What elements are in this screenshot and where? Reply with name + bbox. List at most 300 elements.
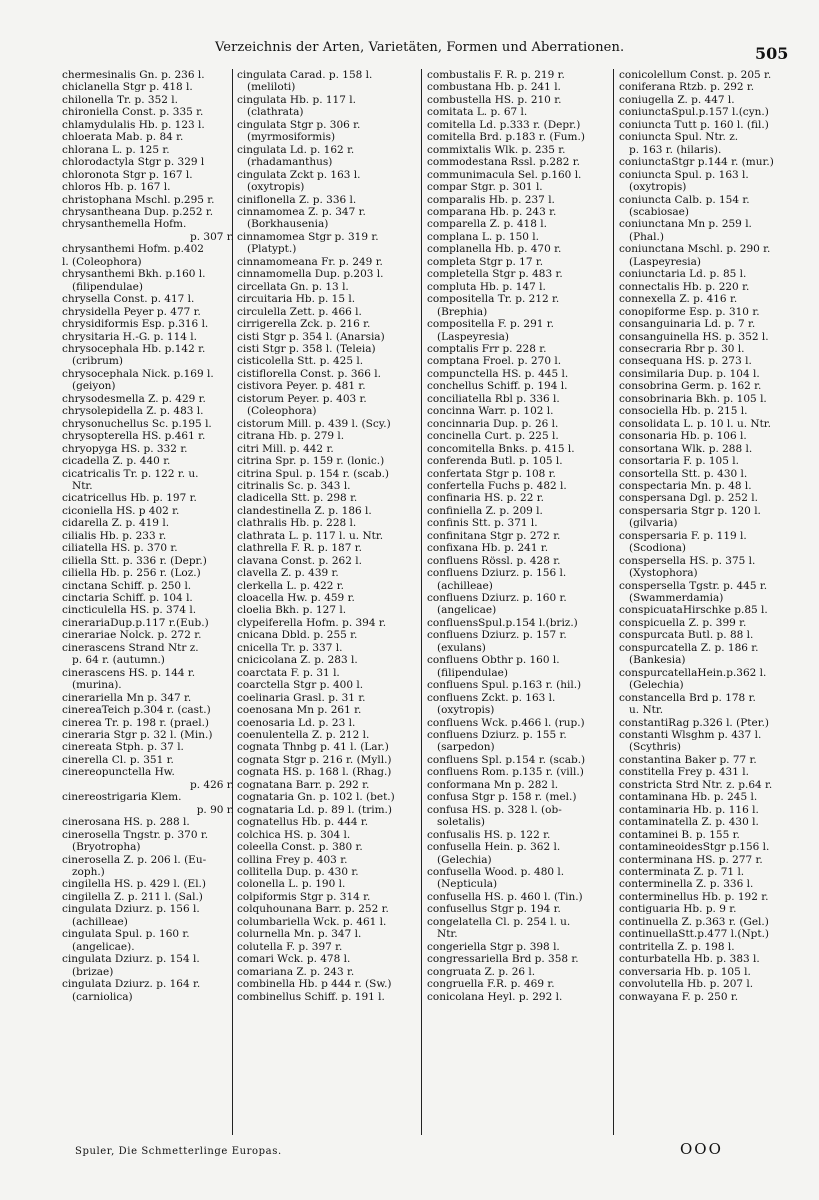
index-entry: (scabiosae) — [629, 205, 689, 218]
index-entry: colonella L. p. 190 l. — [237, 878, 346, 891]
index-entry: colquhounana Barr. p. 252 r. — [237, 903, 389, 916]
index-entry: conwayana F. p. 250 r. — [619, 990, 739, 1003]
index-entry: concinnaria Dup. p. 26 l. — [427, 417, 559, 430]
index-entry: clavella Z. p. 439 r. — [237, 567, 339, 580]
index-entry: confluens Wck. p.466 l. (rup.) — [427, 716, 585, 729]
index-entry: convolutella Hb. p. 207 l. — [619, 978, 754, 991]
index-entry: chrysitaria H.-G. p. 114 l. — [62, 330, 197, 343]
index-entry: cnicana Dbld. p. 255 r. — [237, 629, 358, 642]
index-entry: confusa Stgr p. 158 r. (mel.) — [427, 791, 577, 804]
index-entry: (angelicae) — [437, 604, 497, 617]
index-entry: cinerella Cl. p. 351 r. — [62, 753, 174, 766]
index-entry: p. 90 r. — [196, 803, 234, 816]
index-entry: coniuncta Tutt p. 160 l. (fil.) — [619, 118, 769, 131]
index-entry: conspersaria Stgr p. 120 l. — [619, 504, 761, 517]
index-entry: chryopyga HS. p. 332 r. — [62, 442, 188, 455]
index-entry: cilialis Hb. p. 233 r. — [62, 529, 167, 542]
index-entry: coenosana Mn p. 261 r. — [237, 704, 362, 717]
index-entry: commodestana Rssl. p.282 r. — [427, 156, 580, 169]
column-rule — [421, 69, 422, 1135]
index-entry: consecraria Rbr p. 30 l. — [619, 342, 745, 355]
index-entry: chrysidiformis Esp. p.316 l. — [62, 318, 209, 331]
index-entry: (Coleophora) — [247, 405, 317, 418]
index-entry: (Laspeyresia) — [437, 330, 509, 343]
index-entry: complanella Hb. p. 470 r. — [427, 243, 562, 256]
index-entry: conspurcatella Z. p. 186 r. — [619, 641, 759, 654]
index-entry: consanguinaria Ld. p. 7 r. — [619, 318, 756, 331]
index-entry: (achilleae) — [72, 915, 128, 928]
index-entry: contaminana Hb. p. 245 l. — [619, 791, 758, 804]
index-entry: cognataria Ld. p. 89 l. (trim.) — [237, 803, 392, 816]
index-entry: compositella F. p. 291 r. — [427, 318, 554, 331]
page-number: 505 — [755, 44, 789, 63]
index-entry: confluens Spul. p.163 r. (hil.) — [427, 679, 582, 692]
index-entry: confluens Rom. p.135 r. (vill.) — [427, 766, 584, 779]
index-entry: cingilella Z. p. 211 l. (Sal.) — [62, 890, 203, 903]
index-entry: citrina Spr. p. 159 r. (lonic.) — [237, 455, 385, 468]
index-entry: congeriella Stgr p. 398 l. — [427, 940, 560, 953]
index-entry: conturbatella Hb. p. 383 l. — [619, 953, 760, 966]
index-entry: chrysolepidella Z. p. 483 l. — [62, 405, 204, 418]
index-entry: l. (Coleophora) — [62, 255, 142, 268]
index-entry: cistiflorella Const. p. 366 l. — [237, 367, 381, 380]
index-entry: compluta Hb. p. 147 l. — [427, 280, 546, 293]
index-entry: consimilaria Dup. p. 104 l. — [619, 367, 760, 380]
index-entry: constitella Frey p. 431 l. — [619, 766, 749, 779]
index-entry: cinerea Tr. p. 198 r. (prael.) — [62, 716, 210, 729]
index-entry: ciliella Hb. p. 256 r. (Loz.) — [62, 567, 201, 580]
index-entry: conicolana Heyl. p. 292 l. — [427, 990, 563, 1003]
index-entry: cicatricalis Tr. p. 122 r. u. — [62, 467, 199, 480]
index-entry: coniuncta Spul. p. 163 l. — [619, 168, 749, 181]
index-entry: confusella Hein. p. 362 l. — [427, 841, 561, 854]
index-entry: cingulata Stgr p. 306 r. — [237, 118, 361, 131]
index-entry: chlorodactyla Stgr p. 329 l — [62, 156, 205, 169]
index-entry: (angelicae). — [72, 940, 135, 953]
index-entry: conicolellum Const. p. 205 r. — [619, 69, 772, 81]
index-entry: confusa HS. p. 328 l. (ob- — [427, 803, 562, 816]
index-entry: coniferana Rtzb. p. 292 r. — [619, 81, 755, 94]
index-entry: colpiformis Stgr p. 314 r. — [237, 890, 371, 903]
index-entry: cingulata Dziurz. p. 156 l. — [62, 903, 200, 916]
index-entry: (Xystophora) — [629, 567, 698, 580]
index-entry: circellata Gn. p. 13 l. — [237, 280, 349, 293]
index-entry: chrysella Const. p. 417 l. — [62, 293, 195, 306]
index-entry: cicatricellus Hb. p. 197 r. — [62, 492, 197, 505]
index-entry: (Swammerdamia) — [629, 592, 724, 605]
index-entry: clathrata L. p. 117 l. u. Ntr. — [237, 529, 384, 542]
index-entry: combustalis F. R. p. 219 r. — [427, 69, 565, 81]
index-entry: comparella Z. p. 418 l. — [427, 218, 547, 231]
index-entry: conterminata Z. p. 71 l. — [619, 866, 745, 878]
index-entry: (sarpedon) — [437, 741, 495, 754]
index-entry: concinella Curt. p. 225 l. — [427, 430, 559, 443]
index-entry: (Gelechia) — [629, 679, 684, 692]
index-entry: cincticulella HS. p. 374 l. — [62, 604, 197, 617]
index-entry: conterminella Z. p. 336 l. — [619, 878, 754, 891]
index-entry: completa Stgr p. 17 r. — [427, 255, 544, 268]
index-entry: (carniolica) — [72, 990, 133, 1003]
index-entry: clandestinella Z. p. 186 l. — [237, 504, 372, 517]
index-entry: cingulata Spul. p. 160 r. — [62, 928, 190, 941]
index-entry: confusella Wood. p. 480 l. — [427, 866, 565, 878]
index-entry: cineraria Stgr p. 32 l. (Min.) — [62, 729, 213, 742]
index-entry: coleella Const. p. 380 r. — [237, 841, 363, 854]
index-entry: cingilella HS. p. 429 l. (El.) — [62, 878, 206, 891]
publication-footer: Spuler, Die Schmetterlinge Europas. — [75, 1146, 282, 1157]
index-entry: citri Mill. p. 442 r. — [237, 442, 334, 455]
index-entry: constricta Strd Ntr. z. p.64 r. — [619, 778, 773, 791]
index-entry: (Borkhausenia) — [247, 218, 329, 231]
running-header: Verzeichnis der Arten, Varietäten, Formen und Aberrationen. — [215, 40, 625, 55]
index-entry: cognata Thnbg p. 41 l. (Lar.) — [237, 741, 389, 754]
index-entry: combustana Hb. p. 241 l. — [427, 81, 561, 94]
index-entry: (exulans) — [437, 641, 486, 654]
index-entry: cognata HS. p. 168 l. (Rhag.) — [237, 766, 392, 779]
index-entry: coniunctana Mschl. p. 290 r. — [619, 243, 771, 256]
index-entry: compunctella HS. p. 445 l. — [427, 367, 569, 380]
index-entry: cinnamomea Stgr p. 319 r. — [237, 230, 379, 243]
index-entry: chrysocephala Nick. p.169 l. — [62, 367, 214, 380]
column-rule — [613, 69, 614, 1135]
index-entry: cinctaria Schiff. p. 104 l. — [62, 592, 193, 605]
index-entry: confluens Dziurz. p. 160 r. — [427, 592, 567, 605]
index-entry: coniunctaSpul.p.157 l.(cyn.) — [619, 106, 769, 119]
index-entry: confluens Zckt. p. 163 l. — [427, 691, 556, 704]
index-entry: (brizae) — [72, 965, 114, 978]
index-entry: contritella Z. p. 198 l. — [619, 940, 735, 953]
index-entry: (Scythris) — [629, 741, 681, 754]
index-entry: connectalis Hb. p. 220 r. — [619, 280, 750, 293]
index-entry: constantiRag p.326 l. (Pter.) — [619, 716, 770, 729]
index-entry: chrysanthemi Hofm. p.402 — [62, 243, 204, 256]
index-entry: chrysanthemi Bkh. p.160 l. — [62, 268, 206, 281]
index-entry: (Nepticula) — [437, 878, 498, 891]
index-entry: contiguaria Hb. p. 9 r. — [619, 903, 737, 916]
index-entry: cinerariella Mn p. 347 r. — [62, 691, 192, 704]
index-entry: conopiforme Esp. p. 310 r. — [619, 305, 760, 318]
index-entry: chloronota Stgr p. 167 l. — [62, 168, 193, 181]
index-entry: complana L. p. 150 l. — [427, 230, 539, 243]
index-entry: chiclanella Stgr p. 418 l. — [62, 81, 193, 94]
index-entry: chrysantheana Dup. p.252 r. — [62, 205, 214, 218]
index-entry: coniunctaria Ld. p. 85 l. — [619, 268, 747, 281]
index-entry: conformana Mn p. 282 l. — [427, 778, 559, 791]
index-entry: cinnamomella Dup. p.203 l. — [237, 268, 384, 281]
index-entry: chrysopterella HS. p.461 r. — [62, 430, 206, 443]
index-entry: coenosaria Ld. p. 23 l. — [237, 716, 356, 729]
index-entry: conversaria Hb. p. 105 l. — [619, 965, 751, 978]
index-entry: (cribrum) — [72, 355, 123, 368]
index-entry: contamineoidesStgr p.156 l. — [619, 841, 770, 854]
index-entry: communimacula Sel. p.160 l. — [427, 168, 582, 181]
index-entry: (clathrata) — [247, 106, 304, 119]
index-entry: chrysanthemella Hofm. — [62, 218, 187, 231]
index-entry: cinereostrigaria Klem. — [62, 791, 182, 804]
index-entry: conciliatella Rbl p. 336 l. — [427, 392, 560, 405]
index-entry: comparana Hb. p. 243 r. — [427, 205, 557, 218]
index-entry: cistivora Peyer. p. 481 r. — [237, 380, 366, 393]
index-entry: combinella Hb. p 444 r. (Sw.) — [237, 978, 392, 991]
index-entry: conspurcatellaHein.p.362 l. — [619, 666, 767, 679]
index-entry: compositella Tr. p. 212 r. — [427, 293, 560, 306]
index-entry: cinerosella Tngstr. p. 370 r. — [62, 828, 209, 841]
index-entry: coniuncta Calb. p. 154 r. — [619, 193, 750, 206]
index-entry: (rhadamanthus) — [247, 156, 333, 169]
index-entry: cloelia Bkh. p. 127 l. — [237, 604, 347, 617]
index-entry: contaminatella Z. p. 430 l. — [619, 816, 759, 829]
index-entry: conferenda Butl. p. 105 l. — [427, 455, 563, 468]
index-entry: chlamydulalis Hb. p. 123 l. — [62, 118, 205, 131]
index-entry: chloros Hb. p. 167 l. — [62, 181, 171, 194]
index-entry: (gilvaria) — [629, 517, 678, 530]
index-entry: cladicella Stt. p. 298 r. — [237, 492, 358, 505]
index-entry: cingulata Hb. p. 117 l. — [237, 93, 356, 106]
index-entry: constancella Brd p. 178 r. — [619, 691, 756, 704]
index-entry: combustella HS. p. 210 r. — [427, 93, 562, 106]
index-entry: cingulata Zckt p. 163 l. — [237, 168, 361, 181]
index-entry: (Scodiona) — [629, 542, 687, 555]
index-entry: combinellus Schiff. p. 191 l. — [237, 990, 385, 1003]
index-entry: cirrigerella Zck. p. 216 r. — [237, 318, 371, 331]
index-entry: cinerariae Nolck. p. 272 r. — [62, 629, 202, 642]
index-entry: conterminellus Hb. p. 192 r. — [619, 890, 769, 903]
index-entry: chironiella Const. p. 335 r. — [62, 106, 204, 119]
index-entry: cisticolella Stt. p. 425 l. — [237, 355, 364, 368]
index-entry: cingulata Ld. p. 162 r. — [237, 143, 355, 156]
index-entry: confluens Dziurz. p. 157 r. — [427, 629, 567, 642]
index-entry: comitella Brd. p.183 r. (Fum.) — [427, 131, 585, 144]
index-entry: confusalis HS. p. 122 r. — [427, 828, 551, 841]
index-entry: coenulentella Z. p. 212 l. — [237, 729, 370, 742]
index-entry: comitata L. p. 67 l. — [427, 106, 528, 119]
index-entry: cisti Stgr p. 358 l. (Teleia) — [237, 342, 376, 355]
index-entry: conspersana Dgl. p. 252 l. — [619, 492, 758, 505]
index-entry: ciliatella HS. p. 370 r. — [62, 542, 178, 555]
index-entry: conchellus Schiff. p. 194 l. — [427, 380, 568, 393]
index-entry: consortella Stt. p. 430 l. — [619, 467, 748, 480]
index-entry: comptalis Frr p. 228 r. — [427, 342, 547, 355]
index-entry: commixtalis Wlk. p. 235 r. — [427, 143, 566, 156]
index-entry: collitella Dup. p. 430 r. — [237, 866, 359, 878]
index-entry: (Gelechia) — [437, 853, 492, 866]
index-entry: (geiyon) — [72, 380, 116, 393]
index-entry: consobrinaria Bkh. p. 105 l. — [619, 392, 767, 405]
index-entry: (Bryotropha) — [72, 841, 141, 854]
index-entry: (Laspeyresia) — [629, 255, 701, 268]
index-entry: consanguinella HS. p. 352 l. — [619, 330, 769, 343]
index-entry: confluens Obthr p. 160 l. — [427, 654, 560, 667]
index-entry: (oxytropis) — [437, 704, 495, 717]
index-entry: confertata Stgr p. 108 r. — [427, 467, 556, 480]
index-entry: constantina Baker p. 77 r. — [619, 753, 757, 766]
index-entry: conterminana HS. p. 277 r. — [619, 853, 763, 866]
index-entry: confluens Dziurz. p. 156 l. — [427, 567, 567, 580]
index-entry: cognata Stgr p. 216 r. (Myll.) — [237, 753, 392, 766]
index-entry: conspicuella Z. p. 399 r. — [619, 616, 747, 629]
index-entry: clerkella L. p. 422 r. — [237, 579, 344, 592]
index-entry: cinerascens Strand Ntr z. — [62, 641, 199, 654]
index-entry: (oxytropis) — [247, 181, 305, 194]
signature-mark: OOO — [680, 1140, 723, 1158]
index-entry: chrysodesmella Z. p. 429 r. — [62, 392, 206, 405]
index-entry: cnicicolana Z. p. 283 l. — [237, 654, 358, 667]
index-entry: cisti Stgr p. 354 l. (Anarsia) — [237, 330, 385, 343]
index-entry: (myrmosiformis) — [247, 131, 336, 144]
index-entry: citrina Spul. p. 154 r. (scab.) — [237, 467, 390, 480]
index-entry: cistorum Mill. p. 439 l. (Scy.) — [237, 417, 391, 430]
index-entry: contaminei B. p. 155 r. — [619, 828, 740, 841]
index-entry: clathrella F. R. p. 187 r. — [237, 542, 362, 555]
index-entry: (oxytropis) — [629, 181, 687, 194]
index-entry: cingulata Dziurz. p. 164 r. — [62, 978, 201, 991]
index-entry: (achilleae) — [437, 579, 493, 592]
index-column-4 — [619, 69, 797, 1003]
index-entry: ciconiella HS. p 402 r. — [62, 504, 180, 517]
index-entry: chrysocephala Hb. p.142 r. — [62, 342, 206, 355]
index-entry: confusella HS. p. 460 l. (Tin.) — [427, 890, 583, 903]
index-entry: constanti Wlsghm p. 437 l. — [619, 729, 762, 742]
index-entry: conspersaria F. p. 119 l. — [619, 529, 747, 542]
index-entry: cistorum Peyer. p. 403 r. — [237, 392, 367, 405]
index-entry: chilonella Tr. p. 352 l. — [62, 93, 178, 106]
index-entry: completella Stgr p. 483 r. — [427, 268, 563, 281]
index-entry: cognatellus Hb. p. 444 r. — [237, 816, 369, 829]
index-entry: clypeiferella Hofm. p. 394 r. — [237, 616, 387, 629]
index-entry: coniunctana Mn p. 259 l. — [619, 218, 752, 231]
index-entry: cloacella Hw. p. 459 r. — [237, 592, 355, 605]
index-entry: citrana Hb. p. 279 l. — [237, 430, 345, 443]
index-entry: (Phal.) — [629, 230, 664, 243]
index-entry: soletalis) — [437, 816, 485, 829]
index-entry: ciliella Stt. p. 336 r. (Depr.) — [62, 554, 207, 567]
index-entry: continuella Z. p.363 r. (Gel.) — [619, 915, 769, 928]
index-entry: conspectaria Mn. p. 48 l. — [619, 479, 752, 492]
index-entry: cinerariaDup.p.117 r.(Eub.) — [62, 616, 209, 629]
index-entry: cinereopunctella Hw. — [62, 766, 175, 779]
index-entry: cognatana Barr. p. 292 r. — [237, 778, 370, 791]
index-entry: chlorana L. p. 125 r. — [62, 143, 170, 156]
index-entry: (meliloti) — [247, 81, 296, 94]
index-entry: cinnamomeana Fr. p. 249 r. — [237, 255, 383, 268]
index-entry: conspersella HS. p. 375 l. — [619, 554, 756, 567]
index-entry: clathralis Hb. p. 228 l. — [237, 517, 357, 530]
index-entry: chermesinalis Gn. p. 236 l. — [62, 69, 205, 81]
index-entry: coelinaria Grasl. p. 31 r. — [237, 691, 366, 704]
index-entry: coniunctaStgr p.144 r. (mur.) — [619, 156, 774, 169]
index-column-2 — [237, 69, 417, 1003]
index-entry: consonaria Hb. p. 106 l. — [619, 430, 747, 443]
index-entry: congruella F.R. p. 469 r. — [427, 978, 555, 991]
index-entry: confixana Hb. p. 241 r. — [427, 542, 549, 555]
index-column-3 — [427, 69, 610, 1003]
index-entry: confiniella Z. p. 209 l. — [427, 504, 543, 517]
index-entry: columbariella Wck. p. 461 l. — [237, 915, 387, 928]
index-entry: p. 163 r. (hilaris). — [629, 143, 722, 156]
index-entry: confertella Fuchs p. 482 l. — [427, 479, 567, 492]
index-entry: p. 426 r. — [190, 778, 234, 791]
index-entry: coniuncta Spul. Ntr. z. — [619, 131, 739, 144]
index-entry: (filipendulae) — [72, 280, 143, 293]
index-entry: cicadella Z. p. 440 r. — [62, 455, 171, 468]
index-entry: cidarella Z. p. 419 l. — [62, 517, 170, 530]
index-entry: cinnamomea Z. p. 347 r. — [237, 205, 366, 218]
index-entry: (Platypt.) — [247, 243, 297, 256]
index-entry: (murina). — [72, 679, 122, 692]
index-entry: consobrina Germ. p. 162 r. — [619, 380, 762, 393]
index-entry: coniugella Z. p. 447 l. — [619, 93, 735, 106]
index-entry: cinerascens HS. p. 144 r. — [62, 666, 196, 679]
index-entry: confinis Stt. p. 371 l. — [427, 517, 538, 530]
index-entry: connexella Z. p. 416 r. — [619, 293, 738, 306]
index-column-1 — [62, 69, 234, 1003]
index-entry: confluens Dziurz. p. 155 r. — [427, 729, 567, 742]
index-entry: circuitaria Hb. p. 15 l. — [237, 293, 356, 306]
index-entry: congressariella Brd p. 358 r. — [427, 953, 579, 966]
index-entry: confusellus Stgr p. 194 r. — [427, 903, 561, 916]
index-entry: consolidata L. p. 10 l. u. Ntr. — [619, 417, 772, 430]
index-entry: colutella F. p. 397 r. — [237, 940, 343, 953]
index-entry: chrysonuchellus Sc. p.195 l. — [62, 417, 212, 430]
index-entry: comariana Z. p. 243 r. — [237, 965, 355, 978]
index-entry: confluens Spl. p.154 r. (scab.) — [427, 753, 586, 766]
index-entry: cinctana Schiff. p. 250 l. — [62, 579, 192, 592]
index-entry: cingulata Dziurz. p. 154 l. — [62, 953, 200, 966]
index-entry: contaminaria Hb. p. 116 l. — [619, 803, 759, 816]
index-entry: coarctata F. p. 31 l. — [237, 666, 340, 679]
index-entry: concomitella Bnks. p. 415 l. — [427, 442, 575, 455]
index-entry: consortaria F. p. 105 l. — [619, 455, 739, 468]
index-entry: conspurcata Butl. p. 88 l. — [619, 629, 754, 642]
index-entry: christophana Mschl. p.295 r. — [62, 193, 215, 206]
index-entry: cinereaTeich p.304 r. (cast.) — [62, 704, 211, 717]
index-entry: confluens Rössl. p. 428 r. — [427, 554, 561, 567]
index-entry: (Bankesia) — [629, 654, 686, 667]
index-entry: comptana Froel. p. 270 l. — [427, 355, 562, 368]
index-entry: coarctella Stgr p. 400 l. — [237, 679, 364, 692]
index-entry: congelatella Cl. p. 254 l. u. — [427, 915, 571, 928]
index-entry: circulella Zett. p. 466 l. — [237, 305, 362, 318]
index-entry: colurnella Mn. p. 347 l. — [237, 928, 362, 941]
index-entry: conspersella Tgstr. p. 445 r. — [619, 579, 768, 592]
index-entry: comparalis Hb. p. 237 l. — [427, 193, 555, 206]
index-entry: continuellaStt.p.477 l.(Npt.) — [619, 928, 770, 941]
index-entry: congruata Z. p. 26 l. — [427, 965, 536, 978]
index-entry: conspicuataHirschke p.85 l. — [619, 604, 768, 617]
index-entry: chrysidella Peyer p. 477 r. — [62, 305, 201, 318]
index-entry: confinitana Stgr p. 272 r. — [427, 529, 561, 542]
index-entry: cinereata Stph. p. 37 l. — [62, 741, 184, 754]
index-entry: compar Stgr. p. 301 l. — [427, 181, 543, 194]
index-entry: Ntr. — [72, 479, 93, 492]
index-entry: (filipendulae) — [437, 666, 508, 679]
index-entry: comari Wck. p. 478 l. — [237, 953, 351, 966]
index-entry: cingulata Carad. p. 158 l. — [237, 69, 373, 81]
index-entry: cinerosana HS. p. 288 l. — [62, 816, 190, 829]
index-entry: consortana Wlk. p. 288 l. — [619, 442, 753, 455]
index-entry: confinaria HS. p. 22 r. — [427, 492, 544, 505]
index-entry: cinerosella Z. p. 206 l. (Eu- — [62, 853, 207, 866]
index-entry: consociella Hb. p. 215 l. — [619, 405, 748, 418]
index-entry: Ntr. — [437, 928, 458, 941]
index-entry: comitella Ld. p.333 r. (Depr.) — [427, 118, 581, 131]
index-entry: clavana Const. p. 262 l. — [237, 554, 362, 567]
index-entry: chloerata Mab. p. 84 r. — [62, 131, 184, 144]
index-entry: confluensSpul.p.154 l.(briz.) — [427, 616, 578, 629]
index-entry: collina Frey p. 403 r. — [237, 853, 348, 866]
index-entry: cnicella Tr. p. 337 l. — [237, 641, 343, 654]
index-entry: (Brephia) — [437, 305, 488, 318]
